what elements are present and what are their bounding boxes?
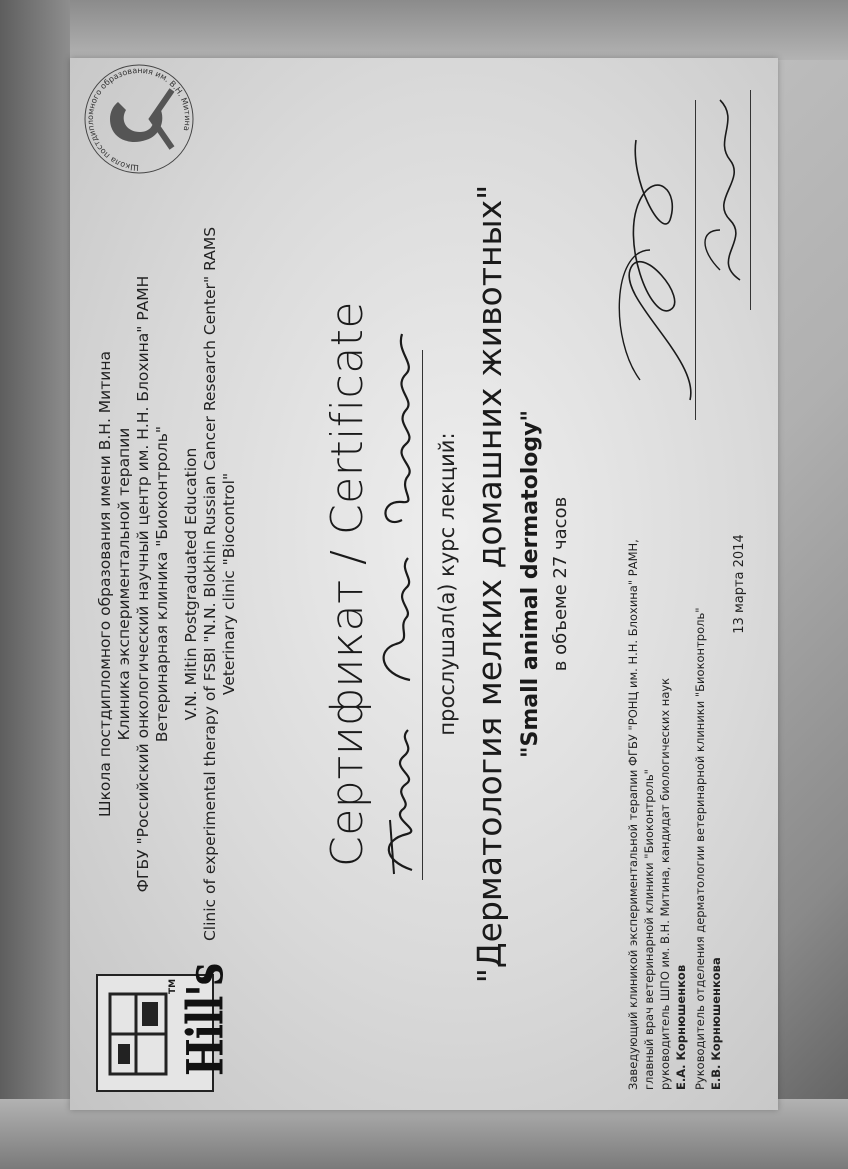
school-emblem — [80, 60, 198, 178]
certificate-title: Сертификат / Certificate — [322, 300, 373, 868]
signatory-2-block — [692, 607, 724, 1090]
certificate-content — [70, 58, 778, 1110]
certificate-date: 13 марта 2014 — [732, 534, 747, 634]
emblem-ring-text: Школа постдипломного образования им. В.Н. Митина — [85, 65, 193, 173]
scan-shadow-left — [0, 0, 70, 1169]
recipient-name-line — [422, 350, 423, 880]
header-ru-line3: ФГБУ "Российский онкологический научный центр им. Н.Н. Блохина" РАМН — [134, 275, 152, 893]
header-ru-line4: Ветеринарная клиника "Биоконтроль" — [153, 425, 171, 743]
header-en-line3: Veterinary clinic "Biocontrol" — [220, 472, 238, 696]
course-hours: в объеме 27 часов — [550, 496, 571, 672]
recipient-handwritten-name — [362, 320, 442, 880]
signatory-2-signature — [690, 90, 760, 290]
hills-brand-text: Hill's — [176, 963, 235, 1076]
signatory-2-title-line1: Руководитель отделения дерматологии ветеринарной клиники "Биоконтроль" — [693, 607, 707, 1090]
course-title-en: "Small animal dermatology" — [518, 410, 543, 758]
header-en-line1: V.N. Mitin Postgraduated Education — [182, 447, 200, 721]
listened-text: прослушал(а) курс лекций: — [435, 432, 459, 736]
signatory-1-title-line3: руководитель ШПО им. В.Н. Митина, кандидат биологических наук — [658, 677, 672, 1090]
header-ru-line2: Клиника экспериментальной терапии — [115, 427, 133, 741]
signatory-1-title-line2: главный врач ветеринарной клиники "Биоконтроль" — [642, 769, 656, 1090]
scan-shadow-top — [0, 0, 848, 60]
signatory-1-name: Е.А. Корнюшенков — [674, 964, 688, 1090]
course-title-ru: "Дерматология мелких домашних животных" — [470, 184, 509, 984]
signatory-2-name: Е.В. Корнюшенкова — [709, 957, 723, 1090]
header-ru-line1: Школа постдипломного образования имени В.Н. Митина — [96, 351, 114, 817]
header-en-line2: Clinic of experimental therapy of FSBI "N.N. Blokhin Russian Cancer Research Center" RAMS — [201, 226, 219, 942]
signatory-1-title-line1: Заведующий клиникой экспериментальной терапии ФГБУ "РОНЦ им. Н.Н. Блохина" РАМН, — [626, 539, 640, 1090]
signatory-1-block — [625, 539, 689, 1090]
hills-tm-mark: TM — [168, 978, 178, 994]
svg-text:Школа постдипломного образован — [86, 66, 192, 172]
